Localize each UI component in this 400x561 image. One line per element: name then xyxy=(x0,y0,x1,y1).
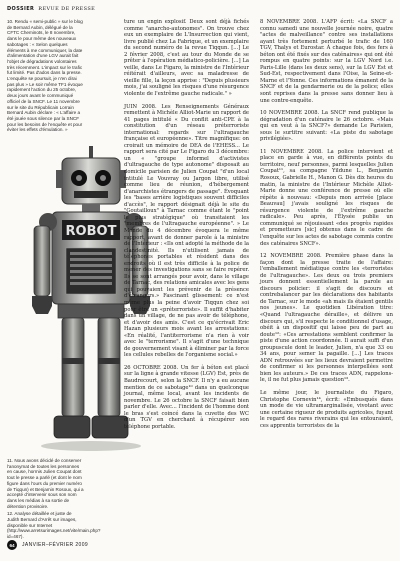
page-footer xyxy=(7,540,88,550)
header-title: REVUE DE PRESSE xyxy=(38,6,96,12)
paragraph: 10 NOVEMBRE 2008. La SNCF rend publique la dégradation d'un caténaire le 26 octobre. «Mais qui en veut à la SNCF?» demande Le Parisien, sous le surtitre suivant: «La piste du sabotage privilégiée». xyxy=(260,110,393,143)
column-right xyxy=(260,19,393,435)
footnote-11: 11. Nous avons décidé de conserver l'anonymat de toutes les personnes en cause, hormis Julien Coupat dont tout le presse a parlé (et dont le nom figure dans l'ours du premier numéro de Tiqqun) et Benjamin Rosoux, qui a accepté d'intervenir sous son nom dans les médias à sa sortie de détention provisoire. xyxy=(7,458,84,509)
running-header xyxy=(7,6,95,12)
paragraph: JUIN 2008. Les Renseignements Généraux remettent à Michèle Alliot-Marie un rapport de 41 pages intitulé « Du conflit anti-CPE à la constitution d'un réseau préterroriste international: regards sur l'ultragauche française et européenne». Titre magnifique: on croirait un mémoire de DEA de l'EHESS... Le rapport sera cité par Le Figaro du 3 décembre: un « "groupe informel d'activistes d'ultragauche de type autonome" disposait au domicile parisien de Julien Coupat "d'un local intitulé Le Vouvray ou Jargon libre, utilisé comme lieu de réunion, d'hébergement d'anarchistes étrangers de passage". Évoquant les "bases arrière logistiques souvent difficiles d'accès", le rapport désignait déjà le site du "Goutailloux" à Tarnac comme étant le "point le plus stratégique" où transitaient les "membres de l'ultragauche européenne". » Le Monde du 4 décembre évoquera le même rapport, avant de donner parole à la ministre de l'Intérieur : «Ils ont adopté la méthode de la clandestinité. Ils n'utilisent jamais de téléphones portables et résident dans des endroits où il est très difficile à la police de mener des investigations sans se faire repérer. Ils se sont arrangés pour avoir, dans le village de Tarnac, des relations amicales avec les gens qui pouvaient les prévenir de la présence d'étrangers.» Fascinant glissement: ce n'est même plus la peine d'avoir Tiqqun chez soi pour être un «préterroriste». Il suffit d'habiter dans un village, de ne pas avoir de téléphone, et d'avoir des amis. C'est ce qu'écrivait Eric Hazan plusieurs mois avant les arrestations: «En réalité, l'antiterrorisme n'a rien à voir avec le "terrorisme". Il s'agit d'une technique de gouvernement visant à éliminer par la force les cellules rebelles de l'organisme social.» xyxy=(124,103,249,359)
sidenotes-top xyxy=(7,19,85,135)
paragraph: ture un engin explosif. Deux sont déjà fichés comme "anarcho-autonomes". On trouve chez eux un exemplaire de L'Insurrection qui vient, livre publié chez La Fabrique, et un exemplaire du second numéro de la revue Tiqqun. [...] Le 2 février 2008, c'est au tour du Monde de se prêter à l'opération médiatico-policière. [...] La veille, dans Le Figaro, la ministre de l'Intérieur réitérait d'ailleurs, avec sa maladresse de vieille fille, la leçon apprise : "Depuis plusieurs mois, j'ai souligné les risques d'une résurgence violente de l'extrême gauche radicale." » xyxy=(124,19,249,98)
paragraph: Le même jour, le journaliste du Figaro, Christophe Cornevin¹⁴, écrit: «Embusqués dans un mode de vie ultramarginalisée, vivotant avec une certaine rigueur de produits agricoles, fuyant le regard des rares riverains qui les entouraient, ces apprentis terroristes de la xyxy=(260,389,393,429)
sidenotes-bottom xyxy=(7,458,101,542)
section-label: DOSSIER xyxy=(7,6,35,12)
paragraph: 12 NOVEMBRE 2008. Première phase dans la façon dont la presse traite de l'affaire: l'emballement médiatique contre les «terroristes de l'ultragauche». Les deux ou trois premiers jours donnent essentiellement la parole au discours policier: il s'agit de discours et contrebalancer par les déclarations des habitants de Tarnac, sur le mode «ah mais ils étaient gentils nos jeunes». Le quotidien Libération titre: «Quand l'ultragauche déraille», et délivre un discours qui, s'il respecte le conditionnel d'usage, obéit à un dispositif qui laisse peu de part au doute¹²: «Ces arrestations semblent confirmer la piste d'une action coordonnée. Il aurait suffi d'un groupuscule dont le leader, Julien, n'a que 33 ou 34 ans, pour semer la pagaille. [...] Les traces ADN retrouvées sur les lieux devraient permettre de confirmer si les personnes interpellées sont bien les auteurs.» De ces traces ADN, rappelons-le, il ne fut plus jamais question¹³. xyxy=(260,253,393,384)
paragraph: 26 OCTOBRE 2008. Un fer à béton est placé sur la ligne à grande vitesse (LGV) Est, près de Baudrecourt, selon la SNCF. Il n'y a eu aucune mention de ce sabotage¹⁰ dans un quelconque journal, même local, avant les incidents de novembre. Le 26 octobre la SNCF faisait bien parler d'elle. Avec... l'incident de l'homme dont le bras s'est coincé dans la cuvette des WC d'un TGV en cherchant à récupérer son téléphone portable. xyxy=(124,364,249,430)
footnote-10: 10. Rendu « semi-public » sur le blog de Bernard Aubin, délégué de la CFTC Cheminots, le 8 novembre, dans le pour même des nouveaux sabotages : « Selon quelques éléments à me communiquer, la date d'alimentation d'une LGV aurait fait l'objet de dégradations volontaires très récemment. L'impact sur le trafic fut limité. Pas d'ados dans la presse. L'enquête se poursuit, je n'en dirai pas plus » Le soir même TF1 évoque rapidement l'action du 25 octobre, deux jours avant le communiqué officiel de la SNCF. Le 11 novembre sur le site du Républicain Lorrain Bernard Aubin déclare : « L'affaire a été jouée sous silence par la SNCF pour les besoins de l'enquête et pour éviter les effets d'émulation. » xyxy=(7,19,83,133)
footnote-12: 12. Analyse détaillée et juste de Judith Bernard d'Arrêt sur images, disponible sur Internet (http://www.arretsurimages.net/vite/main.php?id=467). xyxy=(7,511,101,540)
paragraph: 11 NOVEMBRE 2008. La police intervient et place en garde à vue, en différents points du territoire, neuf personnes, parmi lesquelles Julien Coupat¹¹, sa compagne Yildune L., Benjamin Rosoux, Gabrielle H., Manon G. Dès dix heures du matin, la ministre de l'Intérieur Michèle Alliot-Marie donne une conférence de presse où elle répète à nouveau: «Depuis mon arrivée [place Beauvau] j'avais souligné les risques de résurgence violente de l'extrême gauche radicale». Peu après, l'Élysée publie un communiqué se réjouissant «des progrès rapides et prometteurs [sic] obtenus dans le cadre de l'enquête sur les actes de sabotage commis contre des caténaires SNCF». xyxy=(260,148,393,247)
issue-date: JANVIER–FÉVRIER 2009 xyxy=(22,542,89,548)
paragraph: 8 NOVEMBRE 2008. L'AFP écrit: «La SNCF a connu samedi une nouvelle journée noire, quatre "actes de malveillance" contre ses installations ayant très fortement perturbé le trafic de 160 TGV, Thalys et Eurostar. À chaque fois, des fers à béton ont été fixés sur des caténaires» qui ont été rompus en quatre points: sur la LGV Nord i.e. Paris-Lille (dans les deux sens), sur la LGV Est et Sud-Est, respectivement dans l'Oise, la Seine-et-Marne et l'Yonne. Ces informations émanent de la SNCF et de la gendarmerie ou de la police; elles sont reprises dans la presse sans donner lieu à une contre-enquête. xyxy=(260,19,393,104)
column-middle xyxy=(124,19,249,436)
page-number: 64 xyxy=(7,540,17,550)
svg-text:ROBOT: ROBOT xyxy=(65,224,117,239)
